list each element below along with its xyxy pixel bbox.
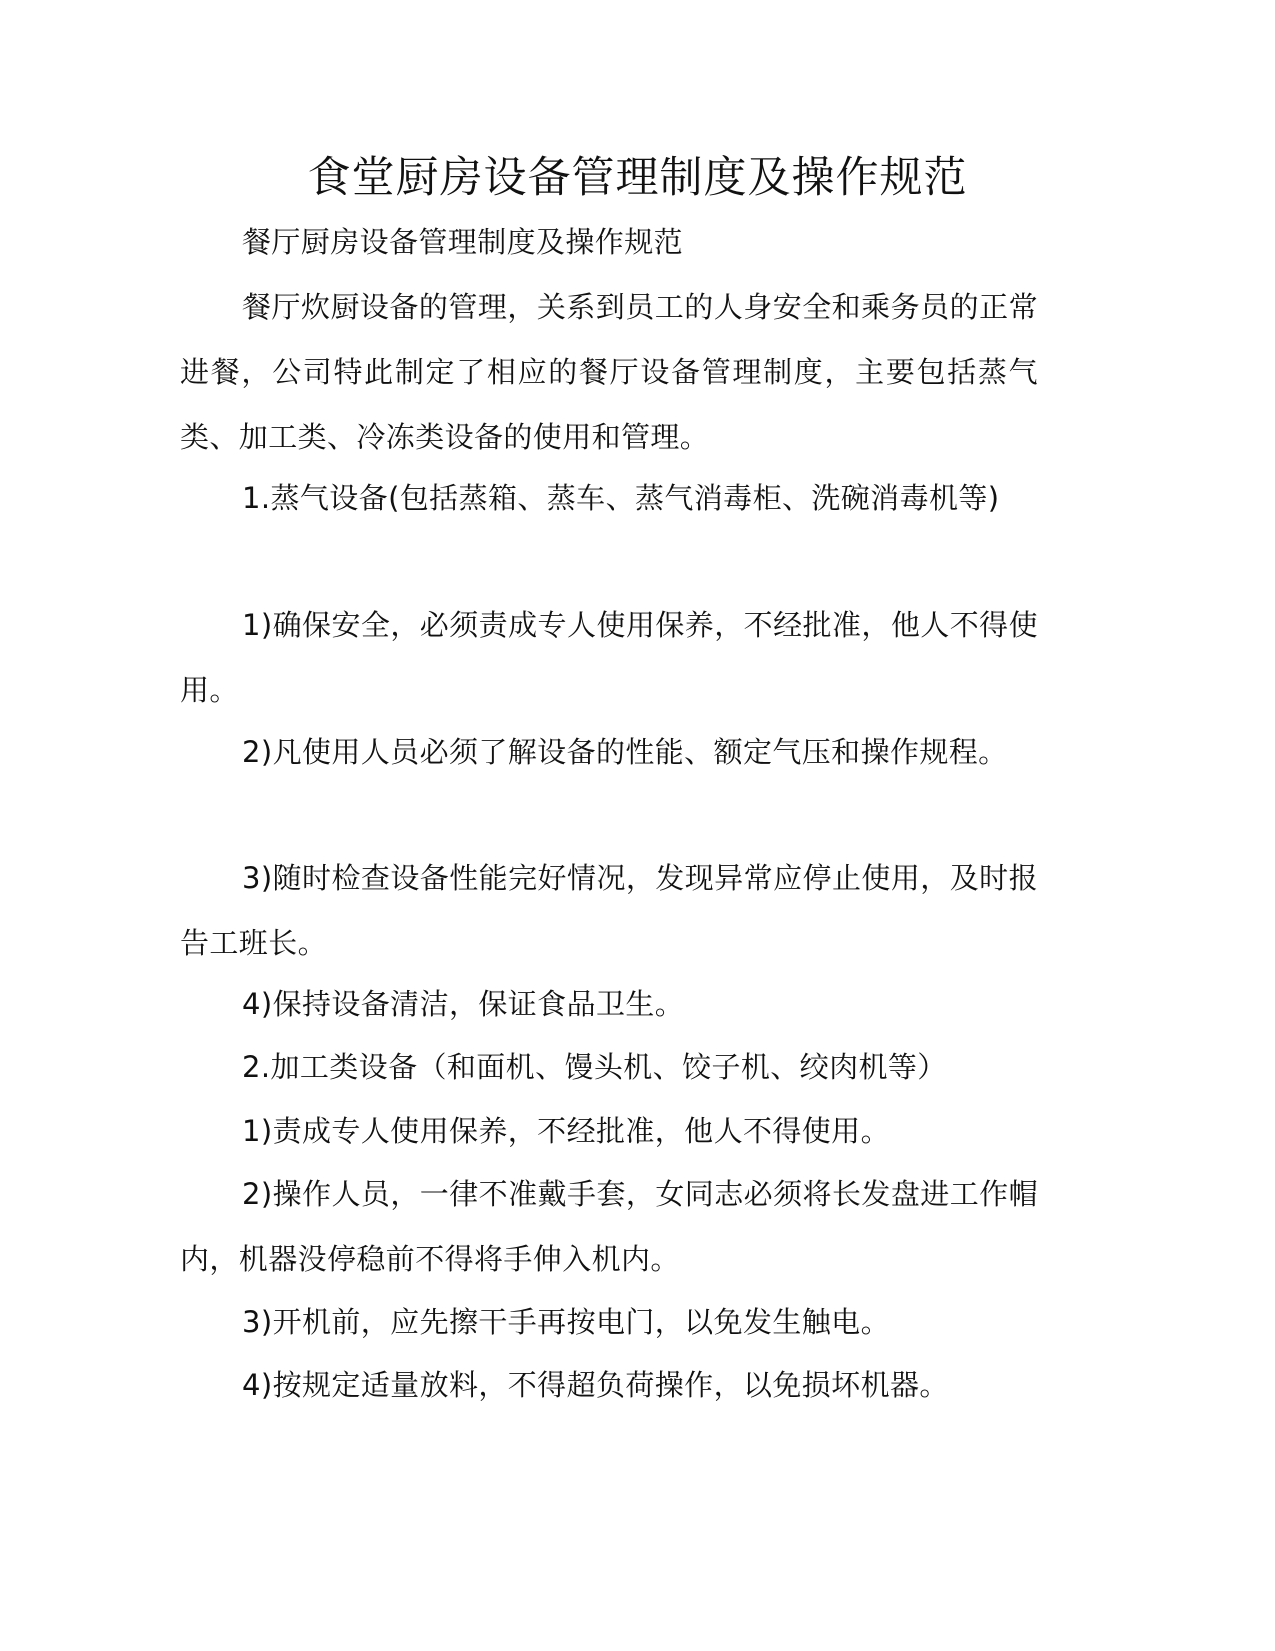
section-1-item-2: 2)凡使用人员必须了解设备的性能、额定气压和操作规程。	[242, 735, 1008, 769]
section-1-item-1: 1)确保安全，必须责成专人使用保养，不经批准，他人不得使用。	[180, 608, 1038, 707]
section-2-item-4: 4)按规定适量放料，不得超负荷操作，以免损坏机器。	[242, 1368, 949, 1402]
section-1-item-4: 4)保持设备清洁，保证食品卫生。	[242, 987, 685, 1021]
section-1-item-3: 3)随时检查设备性能完好情况，发现异常应停止使用，及时报告工班长。	[180, 861, 1038, 960]
intro-paragraph: 餐厅炊厨设备的管理，关系到员工的人身安全和乘务员的正常进餐，公司特此制定了相应的餐厅设备管理制度，主要包括蒸气类、加工类、冷冻类设备的使用和管理。	[180, 290, 1038, 454]
section-2-item-3: 3)开机前，应先擦干手再按电门，以免发生触电。	[242, 1305, 890, 1339]
section-1-heading: 1.蒸气设备(包括蒸箱、蒸车、蒸气消毒柜、洗碗消毒机等)	[242, 481, 1000, 515]
subtitle-paragraph: 餐厅厨房设备管理制度及操作规范	[242, 225, 684, 259]
document-title: 食堂厨房设备管理制度及操作规范	[307, 153, 968, 203]
section-2-item-1: 1)责成专人使用保养，不经批准，他人不得使用。	[242, 1114, 890, 1148]
section-2-item-2: 2)操作人员，一律不准戴手套，女同志必须将长发盘进工作帽内，机器没停稳前不得将手伸入机内。	[180, 1177, 1038, 1276]
section-2-heading: 2.加工类设备（和面机、馒头机、饺子机、绞肉机等）	[242, 1050, 947, 1084]
